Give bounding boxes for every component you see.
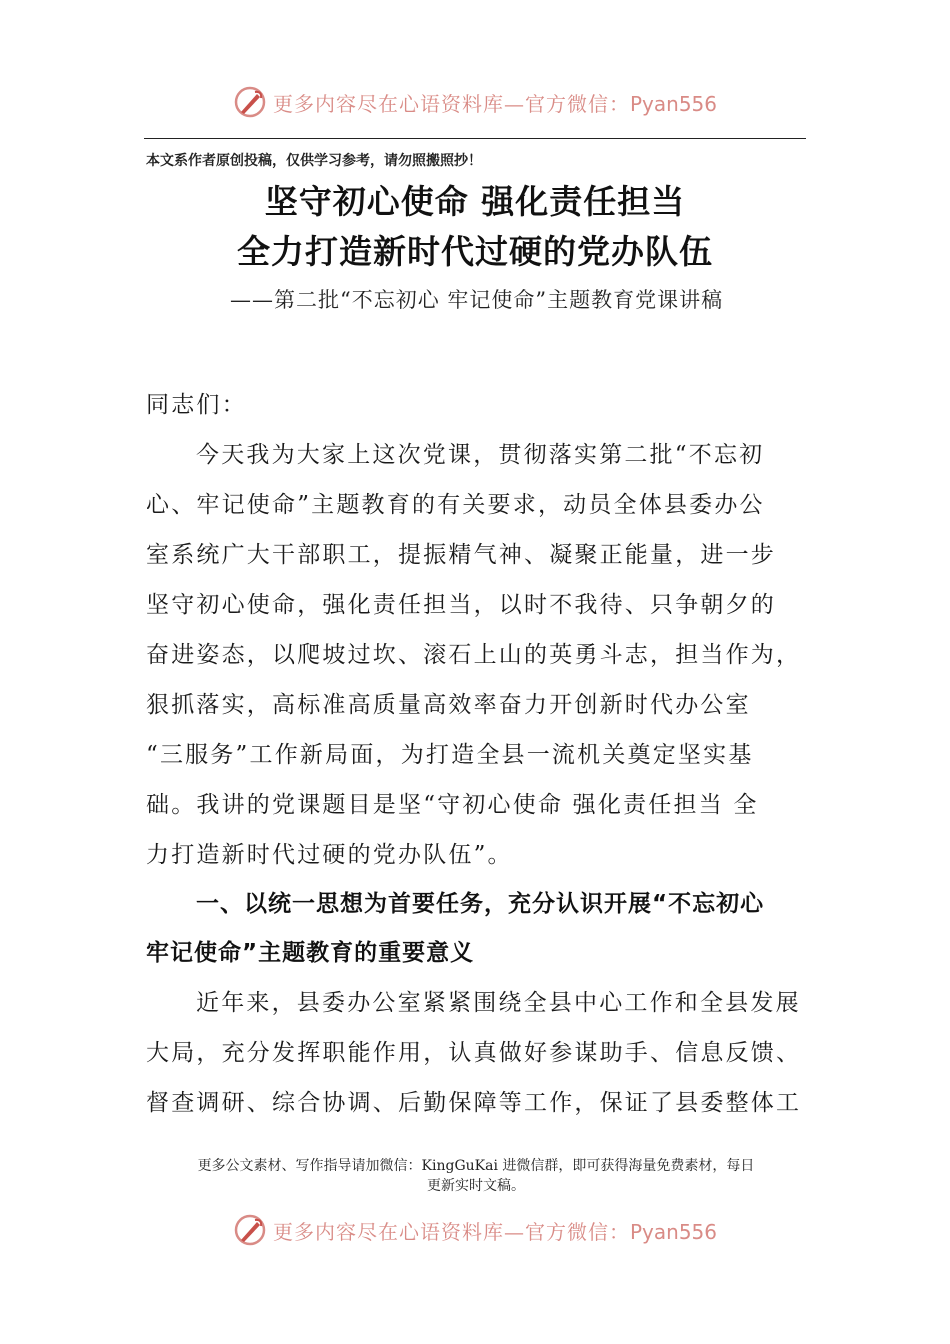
paragraph-line: 心、牢记使命”主题教育的有关要求，动员全体县委办公 [146, 492, 765, 518]
title-line-1: 坚守初心使命 强化责任担当 [264, 182, 686, 221]
paragraph-line: “三服务”工作新局面，为打造全县一流机关奠定坚实基 [146, 742, 754, 768]
bottom-banner [0, 1210, 950, 1250]
heading-line: 一、以统一思想为首要任务，充分认识开展“不忘初心 [196, 891, 765, 917]
salutation: 同志们： [146, 392, 247, 418]
paragraph-line: 近年来，县委办公室紧紧围绕全县中心工作和全县发展 [196, 990, 801, 1016]
paragraph-line: 础。我讲的党课题目是坚“守初心使命 强化责任担当 全 [146, 792, 759, 818]
footer-note-line: 更新实时文稿。 [427, 1178, 525, 1194]
title-line-2: 全力打造新时代过硬的党办队伍 [237, 232, 713, 271]
top-banner [0, 82, 950, 122]
header-rule [144, 138, 806, 139]
paragraph-line: 奋进姿态，以爬坡过坎、滚石上山的英勇斗志，担当作为， [146, 642, 802, 668]
paragraph-line: 今天我为大家上这次党课，贯彻落实第二批“不忘初 [196, 442, 765, 468]
paragraph-line: 督查调研、综合协调、后勤保障等工作，保证了县委整体工 [146, 1090, 802, 1116]
quill-logo-icon [233, 85, 267, 119]
footer-note-line: 更多公文素材、写作指导请加微信：KingGuKai 进微信群，即可获得海量免费素材，每日 [197, 1158, 755, 1174]
copyright-notice: 本文系作者原创投稿，仅供学习参考，请勿照搬照抄！ [146, 153, 482, 169]
banner-text: 更多内容尽在心语资料库—官方微信：Pyan556 [272, 1219, 717, 1244]
paragraph-line: 狠抓落实，高标准高质量高效率奋力开创新时代办公室 [146, 692, 751, 718]
subtitle: ——第二批“不忘初心 牢记使命”主题教育党课讲稿 [230, 288, 724, 312]
paragraph-line: 大局，充分发挥职能作用，认真做好参谋助手、信息反馈、 [146, 1040, 802, 1066]
quill-logo-icon [233, 1213, 267, 1247]
banner-text: 更多内容尽在心语资料库—官方微信：Pyan556 [272, 91, 717, 116]
paragraph-line: 室系统广大干部职工，提振精气神、凝聚正能量，进一步 [146, 542, 776, 568]
footer-note [146, 1156, 806, 1196]
heading-line: 牢记使命”主题教育的重要意义 [146, 940, 475, 966]
banner-wechat-id: Pyan556 [629, 1219, 717, 1244]
paragraph-line: 力打造新时代过硬的党办队伍”。 [146, 842, 513, 868]
banner-wechat-id: Pyan556 [629, 91, 717, 116]
paragraph-line: 坚守初心使命，强化责任担当，以时不我待、只争朝夕的 [146, 592, 776, 618]
